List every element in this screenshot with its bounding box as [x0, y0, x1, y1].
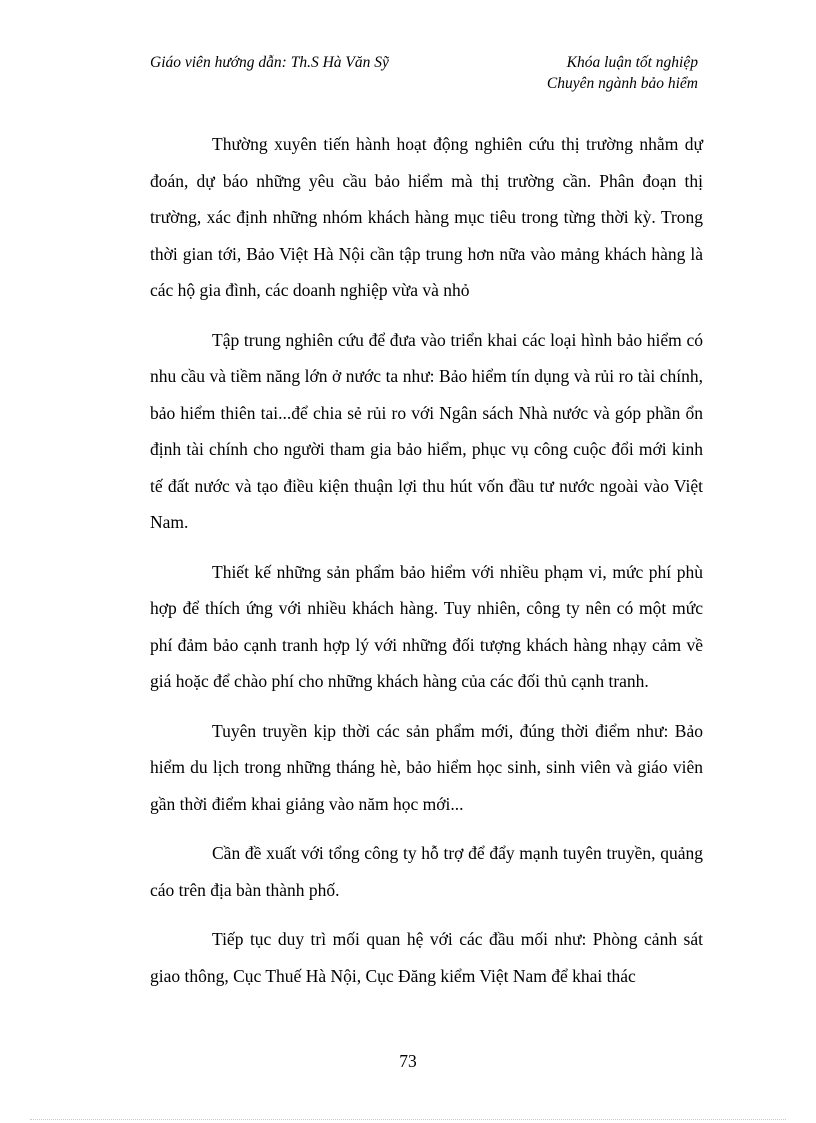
- paragraph-promotion-timing: Tuyên truyền kịp thời các sản phẩm mới, đúng thời điểm như: Bảo hiểm du lịch trong những tháng hè, bảo hiểm học sinh, sinh viên và giáo viên gần thời điểm khai giảng vào năm học mới...: [150, 720, 703, 814]
- paragraph-advertising: Cần đề xuất với tổng công ty hỗ trợ để đẩy mạnh tuyên truyền, quảng cáo trên địa bàn thành phố.: [150, 843, 703, 900]
- paragraph-partner-relations: Tiếp tục duy trì mối quan hệ với các đầu mối như: Phòng cảnh sát giao thông, Cục Thuế Hà Nội, Cục Đăng kiểm Việt Nam để khai thác: [150, 929, 703, 986]
- page-number: 73: [399, 1051, 417, 1071]
- page-bottom-border: [30, 1119, 786, 1120]
- header-divider: [148, 100, 700, 101]
- paragraph-market-research: Thường xuyên tiến hành hoạt động nghiên cứu thị trường nhằm dự đoán, dự báo những yêu cầu bảo hiểm mà thị trường cần. Phân đoạn thị trường, xác định những nhóm khách hàng mục tiêu trong từng thời kỳ. Trong thời gian tới, Bảo Việt Hà Nội cần tập trung hơn nữa vào mảng khách hàng là các hộ gia đình, các doanh nghiệp vừa và nhỏ: [150, 134, 703, 300]
- page-body: [150, 126, 703, 1007]
- header-major: Chuyên ngành bảo hiểm: [546, 75, 698, 92]
- paragraph-product-design: Thiết kế những sản phẩm bảo hiểm với nhiều phạm vi, mức phí phù hợp để thích ứng với nhiều khách hàng. Tuy nhiên, công ty nên có một mức phí đảm bảo cạnh tranh hợp lý với những đối tượng khách hàng nhạy cảm về giá hoặc để chào phí cho những khách hàng của các đối thủ cạnh tranh.: [150, 561, 703, 691]
- paragraph-new-products: Tập trung nghiên cứu để đưa vào triển khai các loại hình bảo hiểm có nhu cầu và tiềm năng lớn ở nước ta như: Bảo hiểm tín dụng và rủi ro tài chính, bảo hiểm thiên tai...để chia sẻ rủi ro với Ngân sách Nhà nước và góp phần ổn định tài chính cho người tham gia bảo hiểm, phục vụ công cuộc đổi mới kinh tế đất nước và tạo điều kiện thuận lợi thu hút vốn đầu tư nước ngoài vào Việt Nam.: [150, 329, 703, 532]
- header-thesis-info: [547, 52, 698, 94]
- header-supervisor: Giáo viên hướng dẫn: Th.S Hà Văn Sỹ: [150, 54, 389, 71]
- header-thesis-title: Khóa luận tốt nghiệp: [566, 54, 698, 71]
